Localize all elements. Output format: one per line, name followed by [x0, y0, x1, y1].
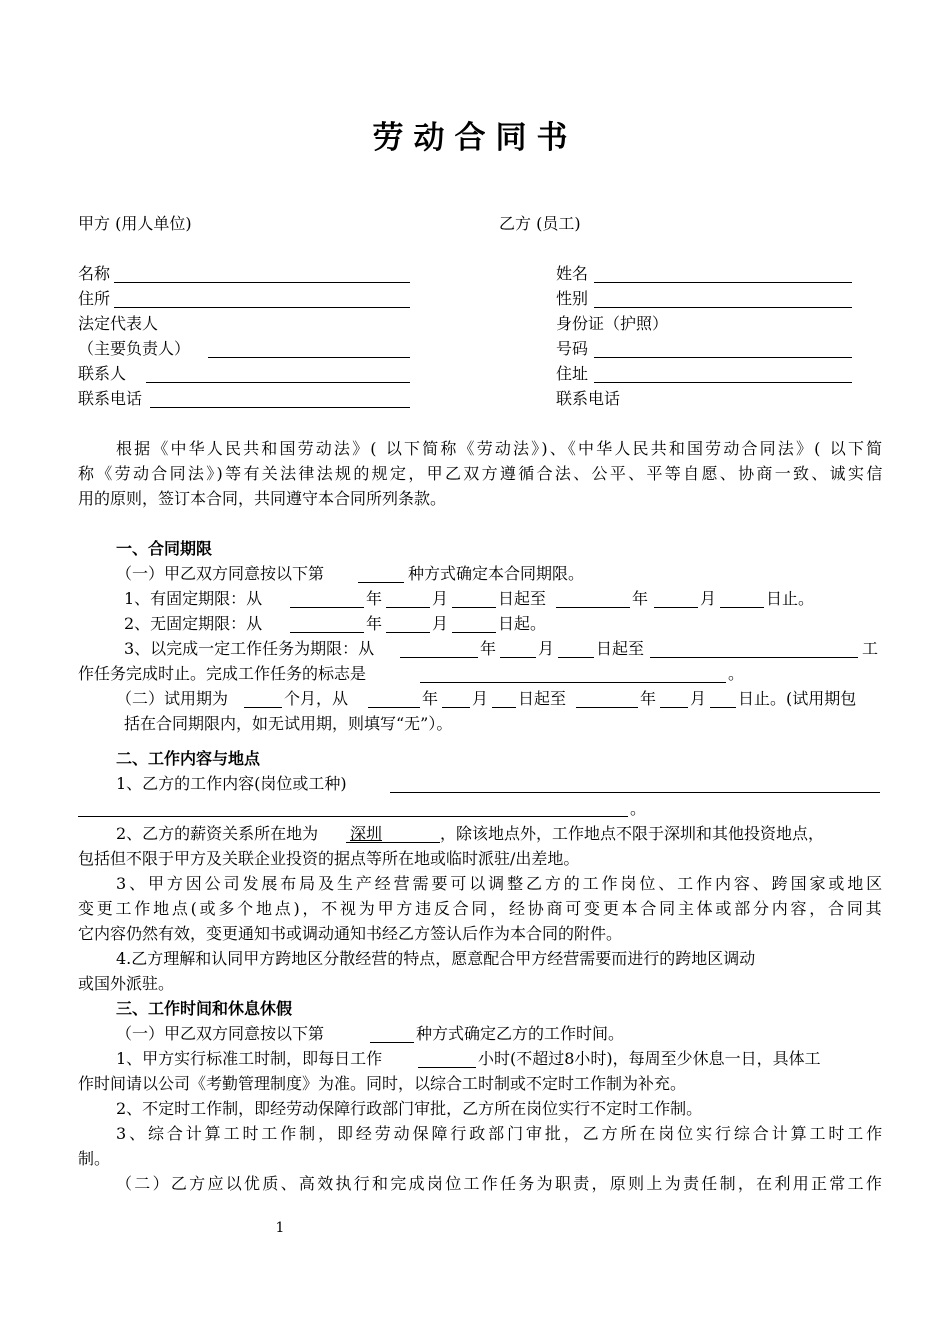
blank-line [290, 607, 364, 608]
text: 日止。 [766, 589, 815, 608]
field-b-gender: 性别 [556, 289, 589, 308]
field-a-legal-rep: 法定代表人 [78, 314, 159, 333]
text: 包括但不限于甲方及关联企业投资的据点等所在地或临时派驻/出差地。 [78, 849, 580, 868]
blank-line [594, 307, 852, 308]
section-heading: 二、工作内容与地点 [116, 749, 261, 768]
text: 年 [366, 614, 383, 633]
text: 。 [728, 664, 745, 683]
blank-line [452, 632, 496, 633]
text: 日止。(试用期包 [738, 689, 857, 708]
text: 月 [538, 639, 555, 658]
blank-line [150, 407, 410, 408]
field-b-id: 身份证（护照） [556, 314, 669, 333]
text: ，除该地点外，工作地点不限于深圳和其他投资地点， [440, 824, 825, 843]
blank-line [558, 657, 594, 658]
blank-line [386, 632, 430, 633]
blank-line [594, 357, 852, 358]
text: 2、乙方的薪资关系所在地为 [116, 824, 319, 843]
text: 月 [432, 614, 449, 633]
field-a-name: 名称 [78, 264, 111, 283]
text: 个月，从 [284, 689, 349, 708]
blank-line [78, 816, 628, 817]
blank-line [594, 382, 852, 383]
blank-line [556, 607, 630, 608]
section-heading: 三、工作时间和休息休假 [116, 999, 293, 1018]
text: 种方式确定本合同期限。 [408, 564, 585, 583]
field-a-phone: 联系电话 [78, 389, 143, 408]
text: 工 [862, 639, 879, 658]
blank-line [358, 582, 404, 583]
text: 年 [640, 689, 657, 708]
text: 月 [472, 689, 489, 708]
blank-line [114, 282, 410, 283]
text: （二）试用期为 [116, 689, 229, 708]
intro-line: 根据《中华人民共和国劳动法》( 以下简称《劳动法》)、《中华人民共和国劳动合同法》( 以下简 [116, 439, 885, 458]
text: 制。 [78, 1149, 111, 1168]
text: （一）甲乙双方同意按以下第 [116, 1024, 325, 1043]
text: 它内容仍然有效，变更通知书或调动通知书经乙方签认后作为本合同的附件。 [78, 924, 623, 943]
blank-line [244, 707, 282, 708]
text: 月 [690, 689, 707, 708]
page-title: 劳动合同书 [372, 120, 578, 156]
blank-line [452, 607, 496, 608]
blank-line [442, 707, 470, 708]
text: 变更工作地点(或多个地点)，不视为甲方违反合同，经协商可变更本合同主体或部分内容，合同其 [78, 899, 885, 918]
text: 1、甲方实行标准工时制，即每日工作 [116, 1049, 383, 1068]
text: 3、以完成一定工作任务为期限：从 [124, 639, 375, 658]
text: 月 [700, 589, 717, 608]
intro-line: 称《劳动合同法》)等有关法律法规的规定，甲乙双方遵循合法、公平、平等自愿、协商一致、诚实信 [78, 464, 885, 483]
text: （二）乙方应以优质、高效执行和完成岗位工作任务为职责，原则上为责任制，在利用正常工作 [116, 1174, 885, 1193]
text: 2、无固定期限：从 [124, 614, 263, 633]
field-b-name: 姓名 [556, 264, 589, 283]
text: 日起至 [498, 589, 547, 608]
field-b-id-number: 号码 [556, 339, 589, 358]
blank-line [500, 657, 536, 658]
blank-line [576, 707, 638, 708]
blank-line [660, 707, 688, 708]
blank-line [114, 307, 410, 308]
text: （一）甲乙双方同意按以下第 [116, 564, 325, 583]
field-a-address: 住所 [78, 289, 111, 308]
section-heading: 一、合同期限 [116, 539, 213, 558]
blank-line [146, 382, 410, 383]
blank-line [594, 282, 852, 283]
blank-line [650, 657, 858, 658]
text: 作任务完成时止。完成工作任务的标志是 [78, 664, 367, 683]
text: 4.乙方理解和认同甲方跨地区分散经营的特点，愿意配合甲方经营需要而进行的跨地区调动 [116, 949, 756, 968]
text: 种方式确定乙方的工作时间。 [416, 1024, 625, 1043]
field-b-address: 住址 [556, 364, 589, 383]
text: 3、甲方因公司发展布局及生产经营需要可以调整乙方的工作岗位、工作内容、跨国家或地区 [116, 874, 886, 893]
party-b-label: 乙方 (员工) [499, 214, 581, 233]
text: 或国外派驻。 [78, 974, 175, 993]
text: 年 [366, 589, 383, 608]
text: 小时(不超过8小时)，每周至少休息一日，具体工 [478, 1049, 821, 1068]
text: 日起。 [498, 614, 547, 633]
text: 日起至 [596, 639, 645, 658]
work-location-city: 深圳 [350, 824, 383, 843]
text: 3、综合计算工时工作制，即经劳动保障行政部门审批，乙方所在岗位实行综合计算工时工作 [116, 1124, 886, 1143]
party-a-label: 甲方 (用人单位) [78, 214, 192, 233]
blank-line [710, 707, 736, 708]
text: 年 [422, 689, 439, 708]
blank-line [418, 1067, 476, 1068]
blank-line [386, 607, 430, 608]
text: 1、有固定期限：从 [124, 589, 263, 608]
blank-line [492, 707, 516, 708]
blank-line [368, 707, 420, 708]
blank-line [346, 842, 440, 843]
field-a-principal: （主要负责人） [78, 339, 191, 358]
text: 日起至 [518, 689, 567, 708]
text: 年 [480, 639, 497, 658]
blank-line [390, 792, 880, 793]
blank-line [400, 657, 478, 658]
text: 1、乙方的工作内容(岗位或工种) [116, 774, 347, 793]
text: 。 [630, 799, 647, 818]
field-b-phone: 联系电话 [556, 389, 621, 408]
text: 括在合同期限内，如无试用期，则填写“无”）。 [124, 714, 453, 733]
text: 作时间请以公司《考勤管理制度》为准。同时，以综合工时制或不定时工作制为补充。 [78, 1074, 687, 1093]
blank-line [290, 632, 364, 633]
field-a-contact: 联系人 [78, 364, 127, 383]
text: 年 [632, 589, 649, 608]
blank-line [370, 1042, 414, 1043]
page-number: 1 [275, 1220, 285, 1236]
blank-line [654, 607, 698, 608]
blank-line [208, 357, 410, 358]
text: 月 [432, 589, 449, 608]
blank-line [420, 682, 726, 683]
intro-line: 用的原则，签订本合同，共同遵守本合同所列条款。 [78, 489, 447, 508]
text: 2、不定时工作制，即经劳动保障行政部门审批，乙方所在岗位实行不定时工作制。 [116, 1099, 703, 1118]
blank-line [720, 607, 764, 608]
